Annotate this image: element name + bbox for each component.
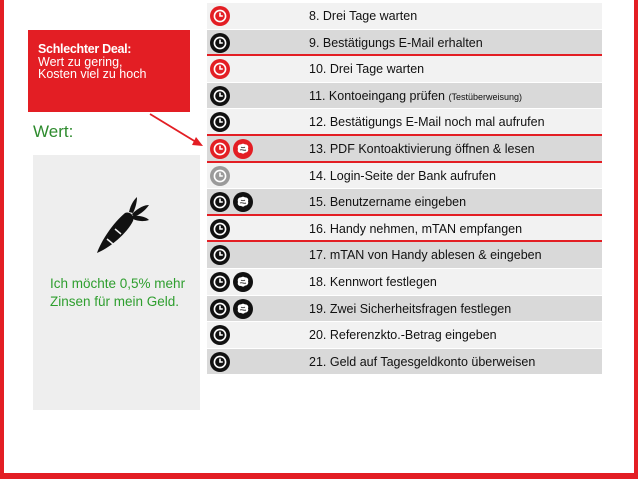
- step-label: 12. Bestätigungs E-Mail noch mal aufrufen: [309, 115, 545, 130]
- step-icons: [210, 163, 230, 189]
- step-label: 14. Login-Seite der Bank aufrufen: [309, 168, 496, 183]
- step-icons: [210, 269, 253, 295]
- step-icons: [210, 349, 230, 375]
- steps-table: [207, 3, 602, 375]
- step-icons: [210, 189, 253, 215]
- brain-icon: [233, 272, 253, 292]
- step-row: [207, 349, 602, 376]
- bad-deal-box: [28, 30, 190, 112]
- step-icons: [210, 109, 230, 135]
- step-icons: [210, 216, 230, 242]
- step-row: [207, 83, 602, 110]
- clock-icon: [210, 219, 230, 239]
- frame-right: [634, 0, 638, 479]
- brain-icon: [233, 139, 253, 159]
- step-row: [207, 242, 602, 269]
- step-row: [207, 136, 602, 163]
- bad-deal-line-1: Wert zu gering,: [38, 55, 123, 69]
- step-icons: [210, 136, 253, 162]
- clock-icon: [210, 166, 230, 186]
- step-row: [207, 296, 602, 323]
- clock-icon: [210, 86, 230, 106]
- step-label: 13. PDF Kontoaktivierung öffnen & lesen: [309, 141, 535, 156]
- step-row: [207, 56, 602, 83]
- bad-deal-title: Schlechter Deal:: [38, 42, 132, 56]
- step-icons: [210, 83, 230, 109]
- bad-deal-line-2: Kosten viel zu hoch: [38, 67, 147, 81]
- step-row: [207, 269, 602, 296]
- step-label: 15. Benutzername eingeben: [309, 195, 467, 210]
- step-row: [207, 322, 602, 349]
- step-label: 21. Geld auf Tagesgeldkonto überweisen: [309, 354, 536, 369]
- step-icons: [210, 242, 230, 268]
- clock-icon: [210, 245, 230, 265]
- clock-icon: [210, 192, 230, 212]
- brain-icon: [233, 192, 253, 212]
- step-row: [207, 30, 602, 57]
- step-label: 10. Drei Tage warten: [309, 62, 425, 77]
- clock-icon: [210, 299, 230, 319]
- step-label: 19. Zwei Sicherheitsfragen festlegen: [309, 301, 512, 316]
- value-panel: [33, 155, 200, 410]
- clock-icon: [210, 352, 230, 372]
- step-label: 18. Kennwort festlegen: [309, 274, 437, 289]
- clock-icon: [210, 325, 230, 345]
- clock-icon: [210, 139, 230, 159]
- step-icons: [210, 296, 253, 322]
- step-row: [207, 216, 602, 243]
- step-row: [207, 163, 602, 190]
- step-note: (Testüberweisung): [448, 91, 523, 102]
- clock-icon: [210, 272, 230, 292]
- step-row: [207, 189, 602, 216]
- clock-icon: [210, 59, 230, 79]
- step-label: 16. Handy nehmen, mTAN empfangen: [309, 221, 523, 236]
- step-icons: [210, 56, 230, 82]
- step-label: 11. Kontoeingang prüfen (Testüberweisung): [309, 88, 523, 103]
- step-icons: [210, 30, 230, 56]
- frame-left: [0, 0, 4, 479]
- step-row: [207, 109, 602, 136]
- step-row: [207, 3, 602, 30]
- value-wish-text: Ich möchte 0,5% mehr Zinsen für mein Geld.: [50, 276, 186, 309]
- step-label: 20. Referenzkto.-Betrag eingeben: [309, 328, 497, 343]
- step-icons: [210, 322, 230, 348]
- step-icons: [210, 3, 230, 29]
- clock-icon: [210, 6, 230, 26]
- frame-bottom: [0, 473, 638, 479]
- clock-icon: [210, 112, 230, 132]
- step-label: 8. Drei Tage warten: [309, 9, 418, 23]
- step-label: 9. Bestätigungs E-Mail erhalten: [309, 35, 483, 50]
- clock-icon: [210, 33, 230, 53]
- brain-icon: [233, 299, 253, 319]
- step-label: 17. mTAN von Handy ablesen & eingeben: [309, 248, 542, 263]
- carrot-icon: [91, 195, 151, 257]
- value-label: Wert:: [33, 122, 74, 141]
